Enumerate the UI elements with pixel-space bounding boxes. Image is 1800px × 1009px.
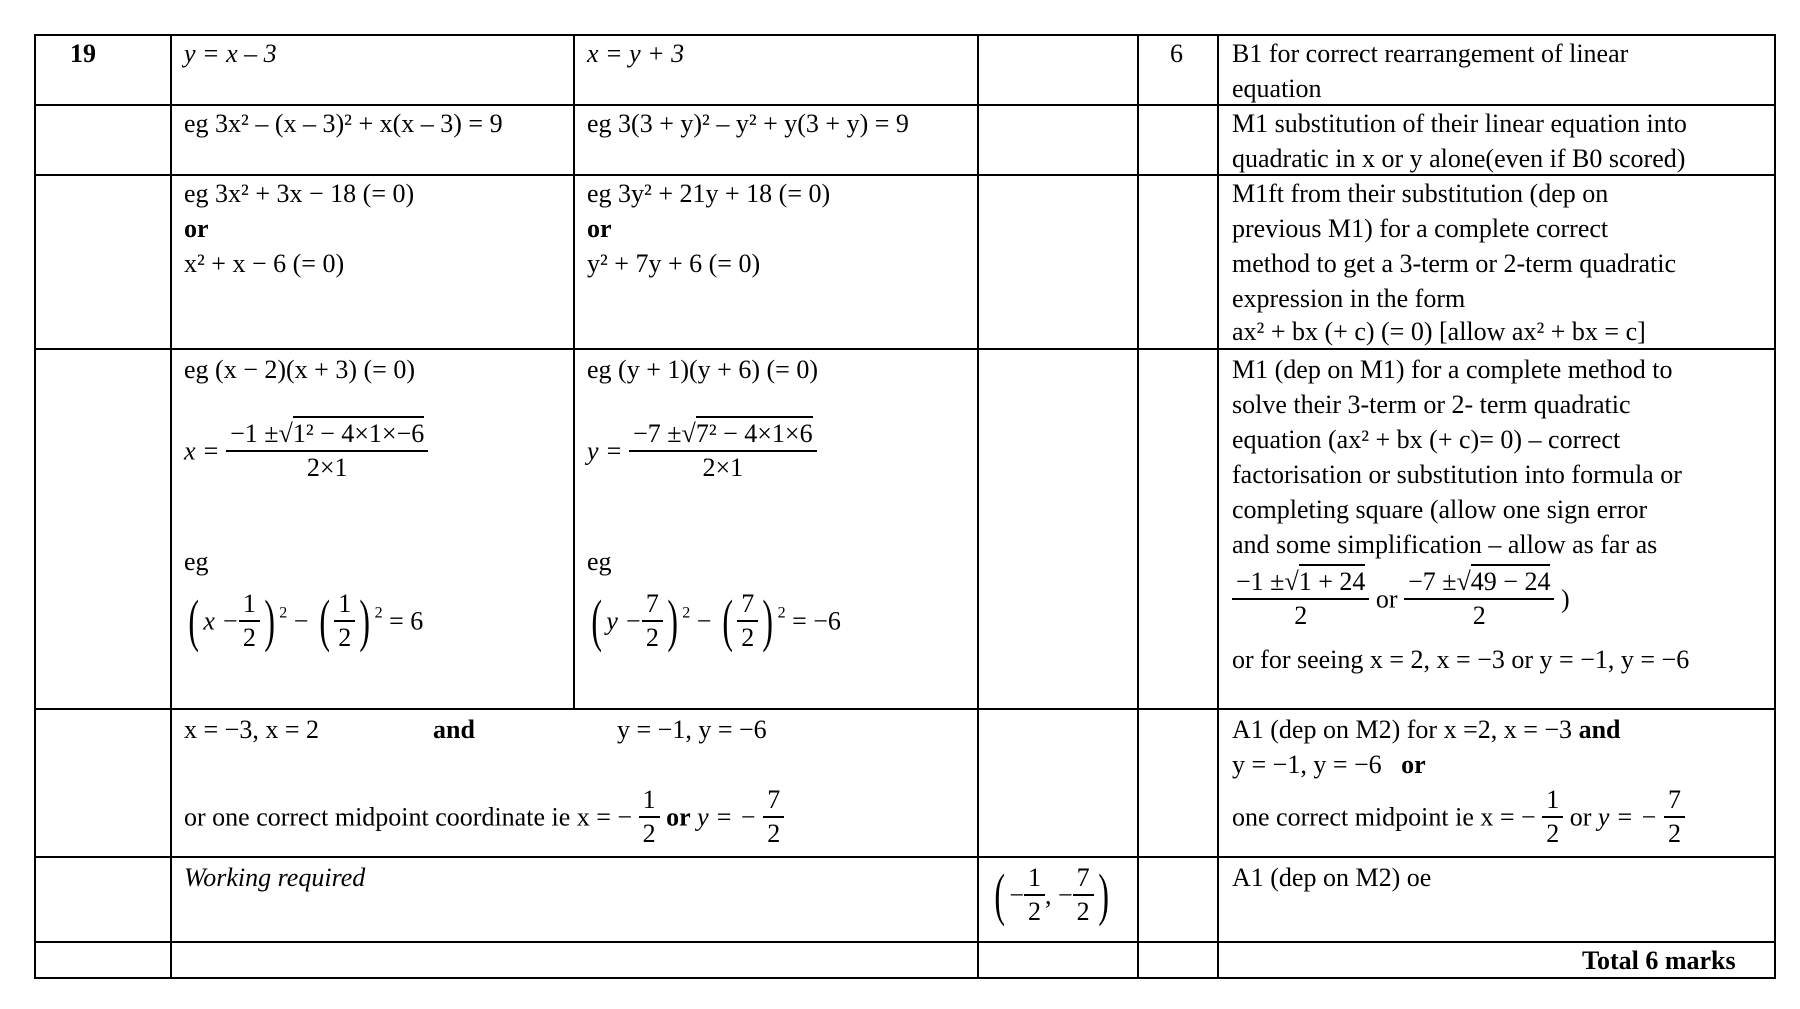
mark-note: previous M1) for a complete correct [1232, 214, 1609, 243]
row-divider [34, 941, 1776, 943]
mark-value: 6 [1170, 39, 1183, 68]
mark-note: solve their 3-term or 2- term quadratic [1232, 390, 1631, 419]
working-y: y² + 7y + 6 (= 0) [587, 249, 761, 278]
formula-x: x = $\frac{\text{−1 ±√1² − 4×1×−6}}{2\times 1}$ [184, 418, 428, 484]
working-x: eg 3x² + 3x − 18 (= 0) [184, 179, 415, 208]
midpoint-coordinate: or one correct midpoint coordinate ie x = − $\frac{1}{2}$ or y = − $\frac{7}{2}$ [184, 784, 784, 850]
working-or: or [587, 214, 612, 243]
col-divider [977, 34, 979, 979]
mark-note: equation (ax² + bx (+ c)= 0) – correct [1232, 425, 1621, 454]
col-divider [1137, 34, 1139, 979]
y-solutions: y = −1, y = −6 [617, 715, 767, 744]
row-divider [34, 856, 1776, 858]
mark-note-fractions: $\frac{-1 \pm√1 + 24}{2}$ or $\frac{-7 \pm√49 - 24}{2}$ ) [1232, 566, 1570, 632]
completing-square-y: ( y − $\frac{7}{2}$ ) $^2$ − ( $\frac{7}{2}$ ) $^2$ = −6 [591, 588, 841, 653]
mark-note: ax² + bx (+ c) (= 0) [allow ax² + bx = c] [1232, 317, 1646, 346]
mark-note: y = −1, y = −6 or [1232, 750, 1426, 779]
sqrt-icon: √ [681, 419, 696, 448]
and-label: and [433, 715, 475, 744]
final-answer: ( − $\frac{1}{2}$ , − $\frac{7}{2}$ ) [994, 862, 1109, 927]
mark-note: M1 (dep on M1) for a complete method to [1232, 355, 1673, 384]
mark-note: and some simplification – allow as far as [1232, 530, 1658, 559]
factorisation: eg (x − 2)(x + 3) (= 0) [184, 355, 415, 384]
col-divider [573, 34, 575, 708]
working-y: x = y + 3 [587, 39, 685, 68]
mark-note: A1 (dep on M2) oe [1232, 863, 1432, 892]
mark-note: method to get a 3-term or 2-term quadratic [1232, 249, 1677, 278]
completing-square-x: ( x − $\frac{1}{2}$ ) $^2$ − ( $\frac{1}{2}$ ) $^2$ = 6 [188, 588, 424, 653]
mark-note: A1 (dep on M2) for x =2, x = −3 and [1232, 715, 1621, 744]
table-border-right [1774, 34, 1776, 979]
mark-note: M1 substitution of their linear equation into [1232, 109, 1687, 138]
mark-note: completing square (allow one sign error [1232, 495, 1648, 524]
working-y: eg 3y² + 21y + 18 (= 0) [587, 179, 831, 208]
working-or: or [184, 214, 209, 243]
factorisation: eg (y + 1)(y + 6) (= 0) [587, 355, 818, 384]
mark-note: M1ft from their substitution (dep on [1232, 179, 1609, 208]
sqrt-icon: √ [1284, 567, 1299, 596]
row-divider [34, 708, 1776, 710]
sqrt-icon: √ [1456, 567, 1471, 596]
working-x: x² + x − 6 (= 0) [184, 249, 345, 278]
working-required: Working required [184, 863, 366, 892]
eg-label: eg [184, 547, 209, 576]
x-solutions: x = −3, x = 2 [184, 715, 319, 744]
mark-note: B1 for correct rearrangement of linear [1232, 39, 1629, 68]
working-y: eg 3(3 + y)² – y² + y(3 + y) = 9 [587, 109, 909, 138]
working-x: eg 3x² – (x – 3)² + x(x – 3) = 9 [184, 109, 503, 138]
mark-note: equation [1232, 74, 1322, 103]
question-number: 19 [70, 39, 96, 68]
col-divider [1217, 34, 1219, 979]
mark-note: or for seeing x = 2, x = −3 or y = −1, y = −6 [1232, 645, 1690, 674]
mark-note: quadratic in x or y alone(even if B0 scored) [1232, 144, 1686, 173]
col-divider [34, 34, 36, 979]
mark-note: expression in the form [1232, 284, 1466, 313]
table-border-bottom [34, 977, 1776, 979]
mark-note: one correct midpoint ie x = − $\frac{1}{2}$ or y = − $\frac{7}{2}$ [1232, 784, 1685, 850]
mark-note: factorisation or substitution into formula or [1232, 460, 1682, 489]
formula-y: y = $\frac{\text{−7 ±√7² − 4×1×6}}{2\times 1}$ [587, 418, 817, 484]
eg-label: eg [587, 547, 612, 576]
working-x: y = x – 3 [184, 39, 277, 68]
sqrt-icon: √ [278, 419, 293, 448]
col-divider [170, 34, 172, 979]
total-marks: Total 6 marks [1582, 946, 1736, 975]
